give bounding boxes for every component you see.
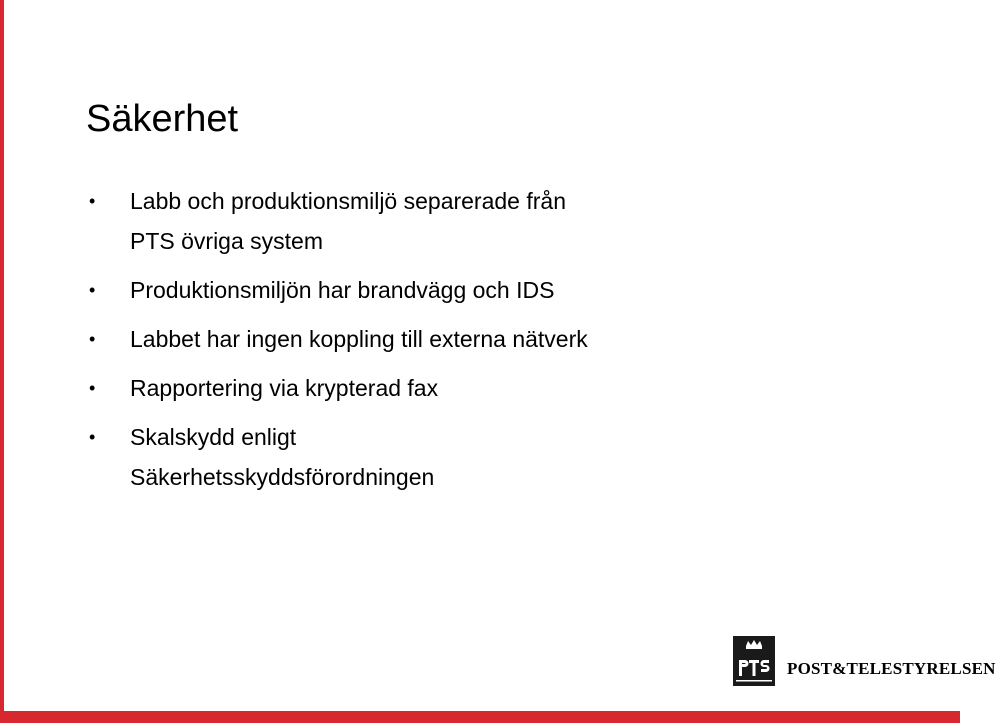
bullet-text-line: Skalskydd enligt xyxy=(130,424,297,450)
bullet-item xyxy=(86,181,806,261)
pts-crown-mark-icon xyxy=(733,636,775,686)
bullet-item xyxy=(86,319,806,359)
bullet-text-line: Labb och produktionsmiljö separerade från xyxy=(130,188,566,214)
bottom-accent-rule xyxy=(0,711,960,723)
bullet-item xyxy=(86,368,806,408)
pts-logo-name: POST&TELESTYRELSEN xyxy=(787,659,996,678)
bullet-dot-icon: • xyxy=(89,378,96,398)
slide-title: Säkerhet xyxy=(86,98,239,140)
bullet-dot-icon: • xyxy=(89,329,96,349)
bullet-text-line: PTS övriga system xyxy=(130,228,323,254)
pts-logo xyxy=(733,636,996,686)
bullet-dot-icon: • xyxy=(89,280,96,300)
bullet-text-line: Säkerhetsskyddsförordningen xyxy=(130,464,435,490)
bullet-dot-icon: • xyxy=(89,191,96,211)
bullet-item xyxy=(86,417,806,497)
bullet-dot-icon: • xyxy=(89,427,96,447)
bullet-item xyxy=(86,270,806,310)
bullet-text-line: Rapportering via krypterad fax xyxy=(130,375,439,401)
bullet-text-line: Labbet har ingen koppling till externa nätverk xyxy=(130,326,588,352)
bullet-list xyxy=(86,181,806,506)
left-accent-rule xyxy=(0,0,4,711)
bullet-text-line: Produktionsmiljön har brandvägg och IDS xyxy=(130,277,555,303)
